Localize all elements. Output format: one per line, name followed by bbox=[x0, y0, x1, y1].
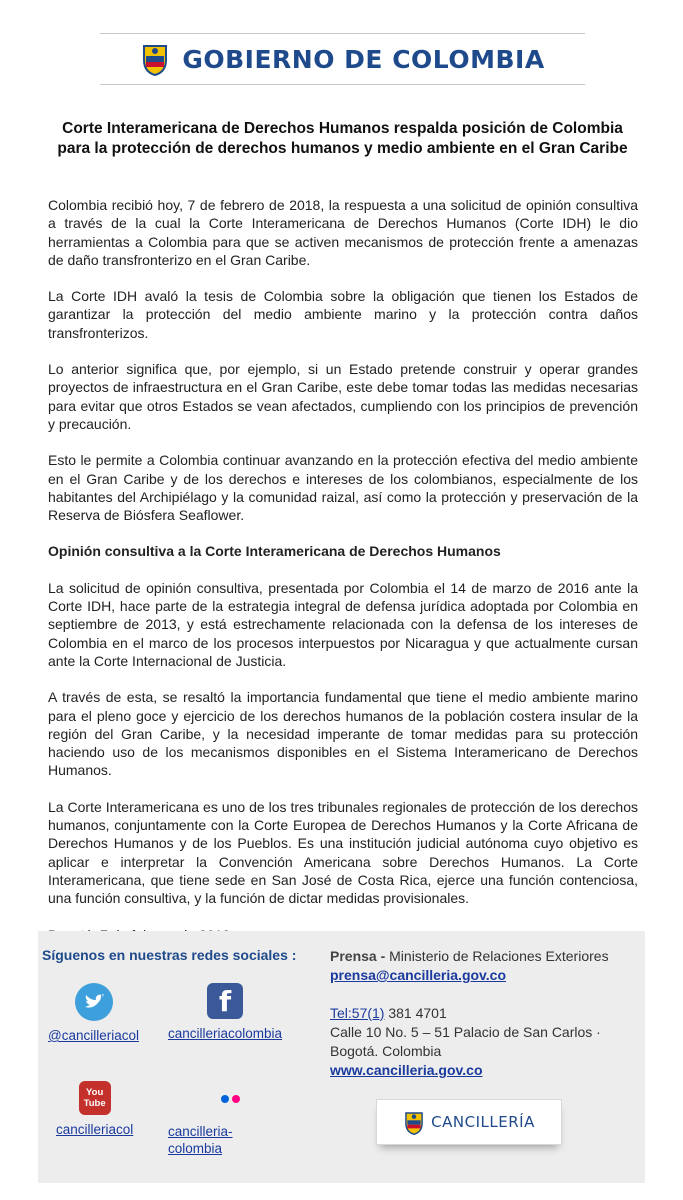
youtube-link[interactable]: cancilleriacol bbox=[56, 1122, 134, 1137]
section-heading: Opinión consultiva a la Corte Interamericana de Derechos Humanos bbox=[48, 543, 501, 560]
paragraph: La Corte IDH avaló la tesis de Colombia sobre la obligación que tienen los Estados de garantizar la protección del medio ambiente marino y la protección contra daños transfronterizos. bbox=[48, 288, 638, 341]
twitter-link-block[interactable] bbox=[48, 983, 139, 1044]
press-email-link[interactable]: prensa@cancilleria.gov.co bbox=[330, 967, 507, 983]
youtube-icon[interactable]: You Tube bbox=[79, 1081, 111, 1115]
paragraph: Colombia recibió hoy, 7 de febrero de 2018, la respuesta a una solicitud de opinión consultiva a través de la cual la Corte Interamericana de Derechos Humanos (Corte IDH) le dio herramientas a Colombia para que se activen mecanismos de protección frente a amenazas de daño transfronterizo en el Gran Caribe. bbox=[48, 197, 638, 268]
paragraph: Lo anterior significa que, por ejemplo, si un Estado pretende construir y operar grandes proyectos de infraestructura en el Gran Caribe, este debe tomar todas las medidas necesarias para evitar que otros Estados se vean afectados, cumpliendo con los principios de prevención y precaución. bbox=[48, 361, 638, 432]
paragraph: A través de esta, se resaltó la importancia fundamental que tiene el medio ambiente marino para el pleno goce y ejercicio de los derechos humanos de la población costera insular de la región del Gran Caribe, y la necesidad imperante de tomar medidas para su protección haciendo uso de los mecanismos disponibles en el Sistema Interamericano de Derechos Humanos. bbox=[48, 689, 638, 779]
facebook-link[interactable]: cancilleriacolombia bbox=[168, 1026, 283, 1041]
header-banner bbox=[100, 33, 585, 85]
article-body bbox=[48, 196, 638, 944]
paragraph: Esto le permite a Colombia continuar avanzando en la protección efectiva del medio ambiente en el Gran Caribe y de los derechos e intereses de los colombianos, especialmente de los habitantes del Archipiélago y la comunidad raizal, así como la protección y preservación de la Reserva de Biósfera Seaflower. bbox=[48, 452, 638, 524]
phone-line: Tel:57(1) 381 4701 bbox=[330, 1005, 447, 1021]
phone-link[interactable]: Tel:57(1) bbox=[330, 1005, 385, 1021]
flickr-link-block[interactable] bbox=[168, 1081, 248, 1157]
cancilleria-logo bbox=[376, 1099, 562, 1145]
footer bbox=[38, 931, 645, 1183]
contact-info bbox=[330, 947, 609, 1080]
youtube-link-block[interactable] bbox=[56, 1081, 133, 1138]
website-link[interactable]: www.cancilleria.gov.co bbox=[330, 1062, 483, 1078]
address-line: Calle 10 No. 5 – 51 Palacio de San Carlos · bbox=[330, 1024, 601, 1040]
coat-of-arms-icon bbox=[403, 1110, 425, 1135]
follow-label: Síguenos en nuestras redes sociales : bbox=[42, 947, 297, 963]
twitter-link[interactable]: @cancilleriacol bbox=[48, 1028, 139, 1043]
flickr-link[interactable]: cancilleria- colombia bbox=[168, 1124, 233, 1156]
facebook-link-block[interactable] bbox=[168, 983, 282, 1042]
headline: Corte Interamericana de Derechos Humanos respalda posición de Colombia para la protección de derechos humanos y medio ambiente en el Gran Caribe bbox=[57, 120, 628, 157]
government-title: GOBIERNO DE COLOMBIA bbox=[182, 44, 545, 74]
coat-of-arms-icon bbox=[140, 42, 170, 76]
paragraph: La Corte Interamericana es uno de los tres tribunales regionales de protección de los derechos humanos, conjuntamente con la Corte Europea de Derechos Humanos y la Corte Africana de Derechos Humanos y de los Pueblos. Es una institución judicial autónoma cuyo objetivo es aplicar e interpretar la Convención Americana sobre Derechos Humanos. La Corte Interamericana, que tiene sede en San José de Costa Rica, ejerce una función contenciosa, una función consultiva, y la función de dictar medidas provisionales. bbox=[48, 798, 638, 907]
cancilleria-label: CANCILLERÍA bbox=[431, 1113, 535, 1131]
press-line: Prensa - Ministerio de Relaciones Exteriores bbox=[330, 948, 609, 964]
paragraph: La solicitud de opinión consultiva, presentada por Colombia el 14 de marzo de 2016 ante la Corte IDH, hace parte de la estrategia integral de defensa jurídica adoptada por Colombia en septiembre de 2013, y está estrechamente relacionada con la defensa de los intereses de Colombia en el marco de los procesos interpuestos por Nicaragua y que actualmente cursan ante la Corte Internacional de Justicia. bbox=[48, 579, 638, 669]
twitter-icon[interactable] bbox=[75, 983, 113, 1021]
city-line: Bogotá. Colombia bbox=[330, 1043, 442, 1059]
facebook-icon[interactable]: f bbox=[207, 983, 243, 1019]
flickr-icon[interactable] bbox=[212, 1081, 248, 1117]
